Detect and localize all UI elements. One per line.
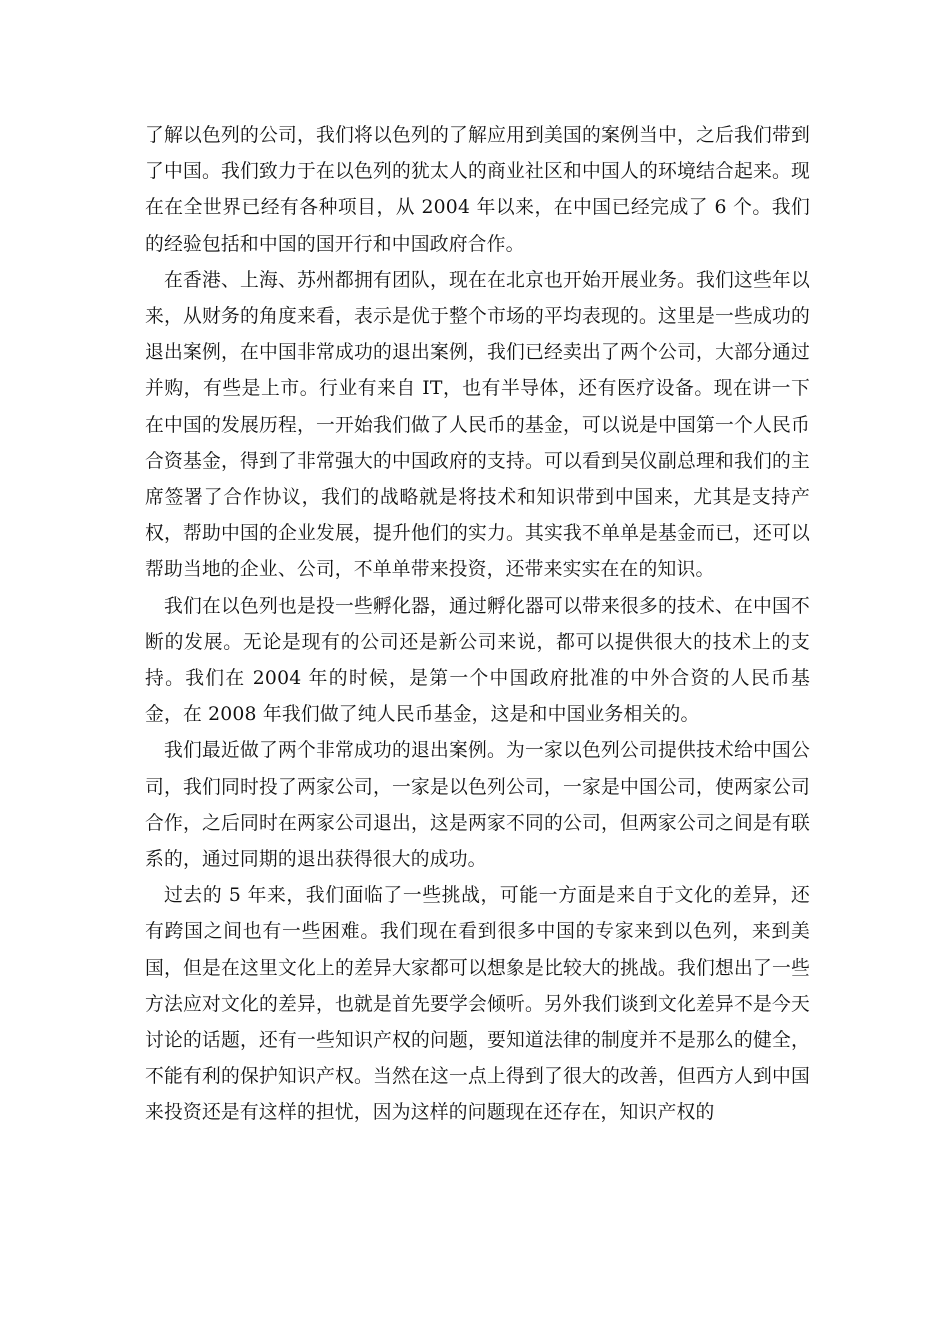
paragraph-exit-cases: 我们最近做了两个非常成功的退出案例。为一家以色列公司提供技术给中国公司，我们同时投了两家公司，一家是以色列公司，一家是中国公司，使两家公司合作，之后同时在两家公司退出，这是两家不同的公司，但两家公司之间是有联系的，通过同期的退出获得很大的成功。 [145,740,810,871]
paragraph-continuation: 了解以色列的公司，我们将以色列的了解应用到美国的案例当中，之后我们带到了中国。我们致力于在以色列的犹太人的商业社区和中国人的环境结合起来。现在在全世界已经有各种项目，从 2004 年以来，在中国已经完成了 6 个。我们的经验包括和中国的国开行和中国政府合作。 [145,125,810,255]
paragraph-teams-and-history: 在香港、上海、苏州都拥有团队，现在在北京也开始开展业务。我们这些年以来，从财务的角度来看，表示是优于整个市场的平均表现的。这里是一些成功的退出案例，在中国非常成功的退出案例，我们已经卖出了两个公司，大部分通过并购，有些是上市。行业有来自 IT，也有半导体，还有医疗设备。现在讲一下在中国的发展历程，一开始我们做了人民币的基金，可以说是中国第一个人民币合资基金，得到了非常强大的中国政府的支持。可以看到吴仪副总理和我们的主席签署了合作协议，我们的战略就是将技术和知识带到中国来，尤其是支持产权，帮助中国的企业发展，提升他们的实力。其实我不单单是基金而已，还可以帮助当地的企业、公司，不单单带来投资，还带来实实在在的知识。 [145,269,810,581]
body-text [145,118,810,1132]
paragraph-incubators: 我们在以色列也是投一些孵化器，通过孵化器可以带来很多的技术、在中国不断的发展。无论是现有的公司还是新公司来说，都可以提供很大的技术上的支持。我们在 2004 年的时候，是第一个中国政府批准的中外合资的人民币基金，在 2008 年我们做了纯人民币基金，这是和中国业务相关的。 [145,595,810,726]
paragraph-challenges: 过去的 5 年来，我们面临了一些挑战，可能一方面是来自于文化的差异，还有跨国之间也有一些困难。我们现在看到很多中国的专家来到以色列，来到美国，但是在这里文化上的差异大家都可以想象是比较大的挑战。我们想出了一些方法应对文化的差异，也就是首先要学会倾听。另外我们谈到文化差异不是今天讨论的话题，还有一些知识产权的问题，要知道法律的制度并不是那么的健全，不能有利的保护知识产权。当然在这一点上得到了很大的改善，但西方人到中国来投资还是有这样的担忧，因为这样的问题现在还存在，知识产权的 [145,885,810,1124]
